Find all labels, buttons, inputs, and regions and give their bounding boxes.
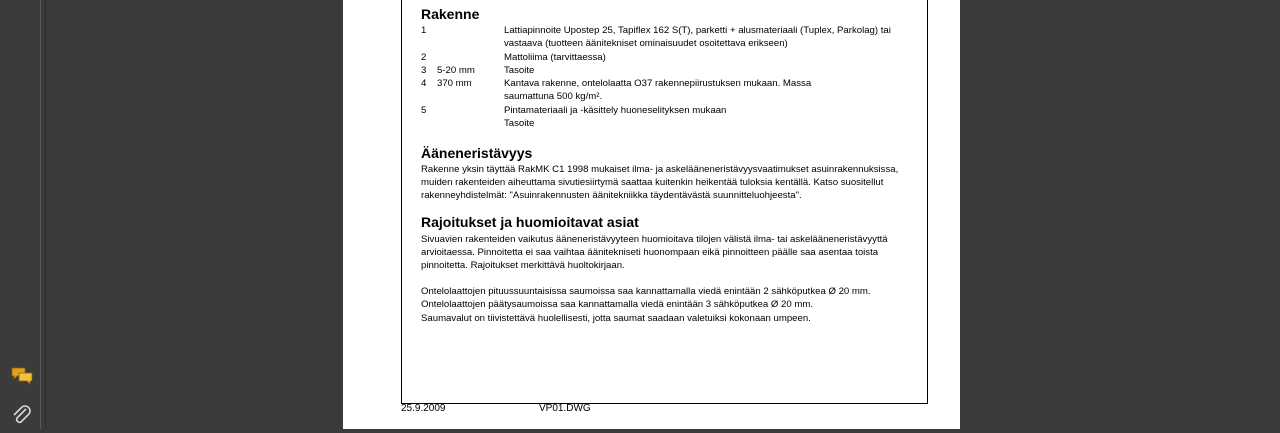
row-number: 3 xyxy=(421,65,427,76)
paragraph-line: arvioitaessa. Pinnoitetta ei saa vaihtaa äänitekniseti huonompaan eikä pinnoitteen päälle saa asentaa toista xyxy=(421,247,879,258)
row-description: Tasoite xyxy=(504,118,535,129)
row-description: Lattiapinnoite Upostep 25, Tapiflex 162 S(T), parketti + alusmateriaali (Tuplex, Parkolag) tai xyxy=(504,25,891,36)
section-heading-aaneneristavyys: Ääneneristävyys xyxy=(421,145,533,161)
paragraph-line: pinnoitetta. Rajoitukset merkittävä huoltokirjaan. xyxy=(421,260,625,271)
rail-divider xyxy=(40,0,41,429)
row-description: vastaava (tuotteen äänitekniset ominaisuudet osoitettava erikseen) xyxy=(504,38,788,49)
paragraph-line: Sivuavien rakenteiden vaikutus ääneneristävyyteen huomioitava tilojen välistä ilma- tai askelääneneristävyyttä xyxy=(421,234,888,245)
row-thickness: 370 mm xyxy=(437,78,472,89)
note-line: Ontelolaattojen päätysaumoissa saa kannattamalla viedä enintään 3 sähköputkea Ø 20 mm. xyxy=(421,299,813,310)
footer-drawing-name: VP01.DWG xyxy=(539,403,591,414)
row-number: 4 xyxy=(421,78,427,89)
row-number: 5 xyxy=(421,105,427,116)
comments-icon[interactable] xyxy=(10,364,34,388)
paragraph-line: rakenneyhdistelmät: "Asuinrakennusten äänitekniikka täydentävästä suunnitteluohjeesta". xyxy=(421,190,802,201)
attachment-icon[interactable] xyxy=(10,404,34,428)
row-description: saumattuna 500 kg/m². xyxy=(504,91,603,102)
row-description: Mattoliima (tarvittaessa) xyxy=(504,52,606,63)
row-description: Kantava rakenne, ontelolaatta O37 rakennepiirustuksen mukaan. Massa xyxy=(504,78,812,89)
section-heading-rajoitukset: Rajoitukset ja huomioitavat asiat xyxy=(421,214,639,230)
row-description: Pintamateriaali ja -käsittely huoneselityksen mukaan xyxy=(504,105,727,116)
section-heading-rakenne: Rakenne xyxy=(421,6,480,22)
left-navigation-rail xyxy=(0,0,46,429)
footer-date: 25.9.2009 xyxy=(401,403,446,414)
vertical-scrollbar[interactable] xyxy=(1260,0,1280,429)
note-line: Ontelolaattojen pituussuuntaisissa saumoissa saa kannattamalla viedä enintään 2 sähköputkea Ø 20 mm. xyxy=(421,286,871,297)
row-number: 1 xyxy=(421,25,427,36)
row-thickness: 5-20 mm xyxy=(437,65,475,76)
note-line: Saumavalut on tiivistettävä huolellisesti, jotta saumat saadaan valetuiksi kokonaan umpeen. xyxy=(421,313,811,324)
paragraph-line: muiden rakenteiden aiheuttama sivutiesiirtymä saattaa kuitenkin heikentää tuloksia kentällä. Katso suositellut xyxy=(421,177,884,188)
paragraph-line: Rakenne yksin täyttää RakMK C1 1998 mukaiset ilma- ja askelääneneristävyysvaatimukset asuinrakennuksissa, xyxy=(421,164,899,175)
row-number: 2 xyxy=(421,52,427,63)
row-description: Tasoite xyxy=(504,65,535,76)
